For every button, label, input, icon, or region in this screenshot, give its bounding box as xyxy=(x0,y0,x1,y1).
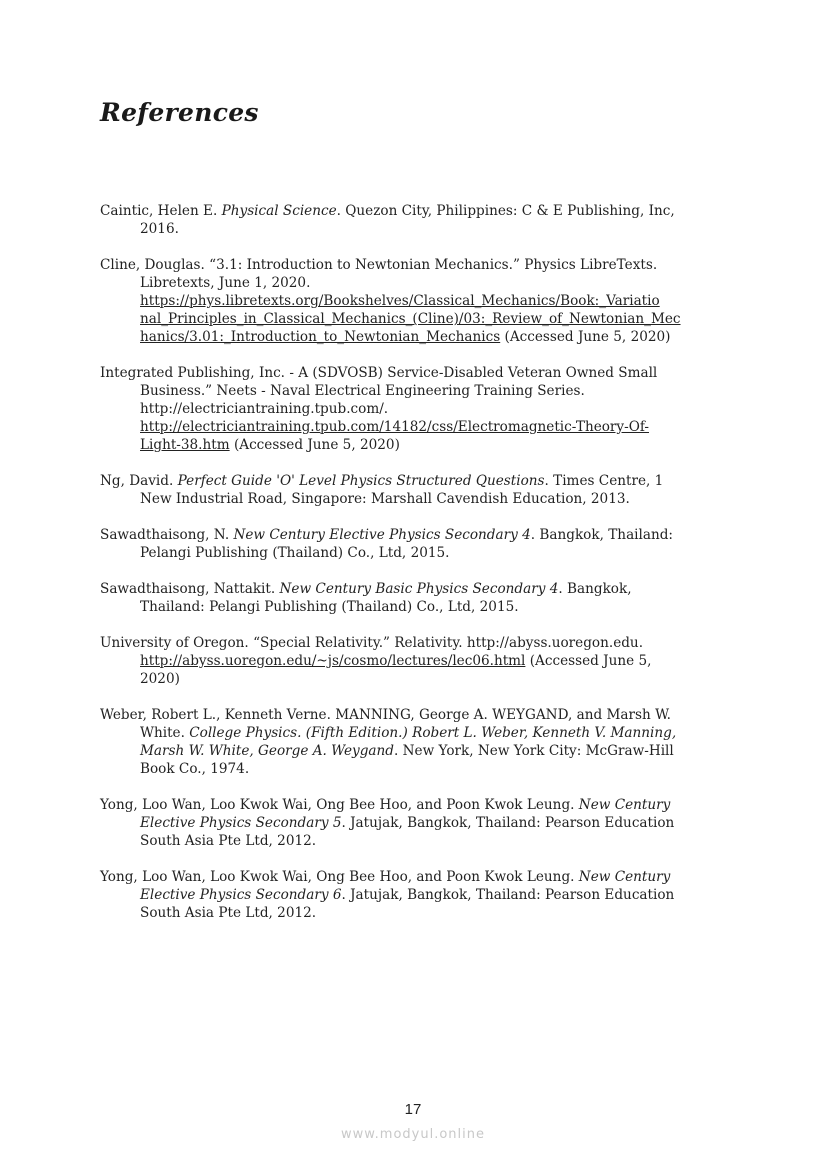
reference-line xyxy=(100,472,740,490)
reference-title: College Physics. (Fifth Edition.) Robert L. Weber, Kenneth V. Manning, xyxy=(189,725,677,741)
reference-text: Thailand: Pelangi Publishing (Thailand) Co., Ltd, 2015. xyxy=(140,599,519,615)
reference-text: Libretexts, June 1, 2020. xyxy=(140,275,311,291)
reference-line xyxy=(100,724,740,742)
reference-line xyxy=(100,274,740,292)
reference-line xyxy=(100,310,740,328)
reference-text: . Jatujak, Bangkok, Thailand: Pearson Education xyxy=(341,887,675,903)
reference-title: Elective Physics Secondary 6 xyxy=(140,887,342,903)
reference-text: Business.” Neets - Naval Electrical Engineering Training Series. xyxy=(140,383,585,399)
reference-entry xyxy=(100,364,740,454)
reference-text: Sawadthaisong, N. xyxy=(100,527,234,543)
reference-line xyxy=(100,886,740,904)
reference-text: White. xyxy=(140,725,190,741)
reference-text: South Asia Pte Ltd, 2012. xyxy=(140,833,317,849)
page-number: 17 xyxy=(404,1101,422,1118)
reference-line xyxy=(100,256,740,274)
reference-entry xyxy=(100,202,740,238)
reference-line xyxy=(100,670,740,688)
reference-title: Perfect Guide 'O' Level Physics Structured Questions xyxy=(177,473,545,489)
reference-text: University of Oregon. “Special Relativity.” Relativity. http://abyss.uoregon.edu. xyxy=(100,635,644,651)
reference-line xyxy=(100,832,740,850)
reference-text: (Accessed June 5, 2020) xyxy=(229,437,400,453)
reference-title: New Century xyxy=(578,797,671,813)
reference-text: Pelangi Publishing (Thailand) Co., Ltd, 2015. xyxy=(140,545,450,561)
reference-link[interactable]: Light-38.htm xyxy=(140,437,230,453)
reference-text: Integrated Publishing, Inc. - A (SDVOSB) Service-Disabled Veteran Owned Small xyxy=(100,365,658,381)
reference-line xyxy=(100,400,740,418)
reference-text: Sawadthaisong, Nattakit. xyxy=(100,581,280,597)
reference-title: Marsh W. White, George A. Weygand xyxy=(140,743,394,759)
reference-line xyxy=(100,760,740,778)
reference-title: New Century Basic Physics Secondary 4 xyxy=(279,581,559,597)
reference-title: Physical Science xyxy=(221,203,337,219)
reference-text: (Accessed June 5, xyxy=(525,653,652,669)
reference-entry xyxy=(100,634,740,688)
reference-line xyxy=(100,436,740,454)
watermark: www.modyul.online xyxy=(340,1127,486,1142)
reference-text: (Accessed June 5, 2020) xyxy=(500,329,671,345)
reference-line xyxy=(100,814,740,832)
reference-line xyxy=(100,544,740,562)
reference-text: New Industrial Road, Singapore: Marshall Cavendish Education, 2013. xyxy=(140,491,630,507)
reference-line xyxy=(100,868,740,886)
reference-line xyxy=(100,382,740,400)
reference-link[interactable]: http://abyss.uoregon.edu/~js/cosmo/lectures/lec06.html xyxy=(140,653,526,669)
references-list xyxy=(100,202,740,940)
reference-line xyxy=(100,652,740,670)
reference-line xyxy=(100,706,740,724)
page-title: References xyxy=(100,98,259,127)
reference-entry xyxy=(100,868,740,922)
reference-entry xyxy=(100,580,740,616)
reference-line xyxy=(100,328,740,346)
reference-line xyxy=(100,580,740,598)
reference-line xyxy=(100,634,740,652)
reference-title: Elective Physics Secondary 5 xyxy=(140,815,342,831)
reference-title: New Century Elective Physics Secondary 4 xyxy=(233,527,531,543)
reference-line xyxy=(100,904,740,922)
reference-text: Book Co., 1974. xyxy=(140,761,250,777)
reference-text: . Jatujak, Bangkok, Thailand: Pearson Education xyxy=(341,815,675,831)
reference-text: . Bangkok, Thailand: xyxy=(530,527,674,543)
reference-entry xyxy=(100,256,740,346)
reference-text: Caintic, Helen E. xyxy=(100,203,222,219)
reference-line xyxy=(100,364,740,382)
reference-text: . Bangkok, xyxy=(558,581,632,597)
reference-text: . Times Centre, 1 xyxy=(544,473,664,489)
reference-text: Yong, Loo Wan, Loo Kwok Wai, Ong Bee Hoo, and Poon Kwok Leung. xyxy=(100,869,579,885)
reference-entry xyxy=(100,472,740,508)
reference-line xyxy=(100,220,740,238)
reference-text: Cline, Douglas. “3.1: Introduction to Newtonian Mechanics.” Physics LibreTexts. xyxy=(100,257,658,273)
reference-text: http://electriciantraining.tpub.com/. xyxy=(140,401,389,417)
reference-link[interactable]: nal_Principles_in_Classical_Mechanics_(Cline)/03:_Review_of_Newtonian_Mec xyxy=(140,311,681,327)
reference-line xyxy=(100,490,740,508)
reference-text: Yong, Loo Wan, Loo Kwok Wai, Ong Bee Hoo, and Poon Kwok Leung. xyxy=(100,797,579,813)
reference-entry xyxy=(100,796,740,850)
reference-link[interactable]: https://phys.libretexts.org/Bookshelves/Classical_Mechanics/Book:_Variatio xyxy=(140,293,660,309)
reference-text: . New York, New York City: McGraw-Hill xyxy=(394,743,674,759)
reference-text: Weber, Robert L., Kenneth Verne. MANNING, George A. WEYGAND, and Marsh W. xyxy=(100,707,672,723)
reference-text: 2020) xyxy=(140,671,180,687)
reference-entry xyxy=(100,706,740,778)
reference-link[interactable]: http://electriciantraining.tpub.com/14182/css/Electromagnetic-Theory-Of- xyxy=(140,419,649,435)
reference-line xyxy=(100,418,740,436)
reference-text: 2016. xyxy=(140,221,179,237)
reference-line xyxy=(100,526,740,544)
reference-link[interactable]: hanics/3.01:_Introduction_to_Newtonian_Mechanics xyxy=(140,329,501,345)
reference-text: South Asia Pte Ltd, 2012. xyxy=(140,905,317,921)
reference-line xyxy=(100,292,740,310)
reference-entry xyxy=(100,526,740,562)
reference-line xyxy=(100,796,740,814)
reference-line xyxy=(100,598,740,616)
reference-text: Ng, David. xyxy=(100,473,178,489)
reference-line xyxy=(100,202,740,220)
reference-text: . Quezon City, Philippines: C & E Publishing, Inc, xyxy=(336,203,675,219)
reference-line xyxy=(100,742,740,760)
reference-title: New Century xyxy=(578,869,671,885)
